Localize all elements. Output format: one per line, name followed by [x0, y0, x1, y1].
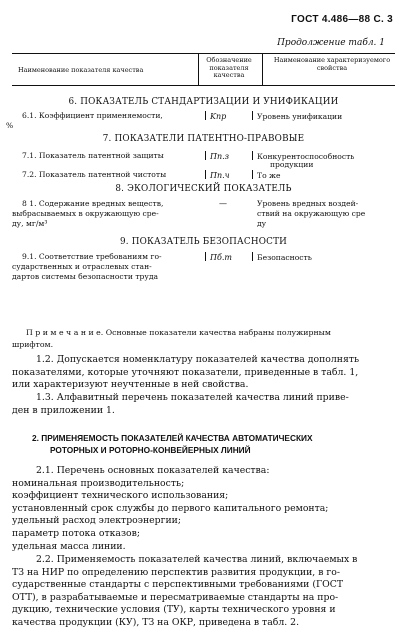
paragraph-1-2-line2: показателями, которые уточняют показатели, приведенные в табл. 1, — [12, 366, 359, 378]
row-7-1-symbol-text: Пп.з — [210, 152, 230, 161]
row-7-2-property-text: То же — [257, 171, 281, 180]
row-7-1-property-text: Конкурентоспособность — [257, 152, 355, 161]
row-8-1-symbol: — — [219, 199, 227, 208]
section-title-6: 6. ПОКАЗАТЕЛЬ СТАНДАРТИЗАЦИИ И УНИФИКАЦИИ — [68, 97, 339, 107]
cell-divider — [252, 170, 253, 179]
row-7-2-property — [252, 170, 402, 181]
column-divider — [262, 54, 263, 85]
note-line1: П р и м е ч а н и е. Основные показатели качества набраны полужирным — [26, 328, 331, 337]
list-item: коэффициент технического использования; — [12, 490, 229, 502]
table-note — [12, 327, 395, 351]
list-item: установленный срок службы до первого капитального ремонта; — [12, 502, 329, 514]
row-9-1-property — [252, 252, 402, 263]
column-header-symbol: Обозначение показателя качества — [206, 56, 252, 79]
section-title-8: 8. ЭКОЛОГИЧЕСКИЙ ПОКАЗАТЕЛЬ — [115, 184, 292, 194]
row-7-2-name: 7.2. Показатель патентной чистоты — [22, 170, 167, 179]
row-7-1-symbol — [205, 151, 255, 161]
paragraph-2-2 — [12, 554, 397, 630]
paragraph-1-2-line3: или характеризуют неучтенные в ней свойства. — [12, 379, 249, 390]
column-divider — [198, 54, 199, 85]
section-title-9: 9. ПОКАЗАТЕЛЬ БЕЗОПАСНОСТИ — [119, 237, 288, 247]
paragraph-1-3-line1: 1.3. Алфавитный перечень показателей качества линий приве- — [36, 392, 349, 403]
row-8-1-property — [252, 199, 402, 229]
paragraph-2-2-line2: ТЗ на НИР по определению перспектив развития продукции, в го- — [12, 566, 341, 578]
row-9-1-symbol — [205, 252, 255, 262]
paragraph-2-1-line1: 2.1. Перечень основных показателей качества: — [36, 465, 270, 476]
row-8-1-name-line3: ду, мг/м³ — [12, 219, 48, 228]
section-2-heading-line1: 2. ПРИМЕНЯЕМОСТЬ ПОКАЗАТЕЛЕЙ КАЧЕСТВА АВТОМАТИЧЕСКИХ — [32, 433, 313, 443]
row-7-1-name: 7.1. Показатель патентной защиты — [22, 151, 164, 160]
row-9-1-name-line1: 9.1. Соответствие требованиям го- — [22, 252, 162, 261]
row-9-1-name-line3: дартов системы безопасности труда — [12, 272, 159, 281]
row-7-2-symbol — [205, 170, 255, 180]
paragraph-2-2-line4: ОТТ), в разрабатываемые и пересматриваемые стандарты на про- — [12, 591, 339, 603]
paragraph-2-2-line5: дукцию, технические условия (ТУ), карты технического уровня и — [12, 604, 336, 616]
paragraph-1-2-line1: 1.2. Допускается номенклатуру показателей качества дополнять — [36, 354, 360, 365]
column-header-property: Наименование характеризуемого свойства — [273, 56, 391, 72]
row-6-1-symbol — [205, 111, 255, 121]
section-2-heading-line2: РОТОРНЫХ И РОТОРНО-КОНВЕЙЕРНЫХ ЛИНИЙ — [50, 445, 251, 455]
cell-divider — [205, 252, 206, 261]
cell-divider — [205, 151, 206, 160]
row-9-1-property-text: Безопасность — [257, 253, 312, 262]
paragraph-1-3 — [12, 392, 395, 417]
paragraph-2-2-line6: качества продукции (КУ), ТЗ на ОКР, приведена в табл. 2. — [12, 616, 300, 628]
cell-divider — [252, 111, 253, 120]
table-continuation-label: Продолжение табл. 1 — [277, 38, 385, 48]
row-8-1-property-line2: ствий на окружающую сре — [257, 209, 366, 218]
row-6-1-property — [252, 111, 402, 122]
paragraph-2-2-line1: 2.2. Применяемость показателей качества линий, включаемых в — [36, 554, 358, 565]
row-7-2-symbol-text: Пп.ч — [210, 171, 230, 180]
row-8-1-name — [12, 199, 190, 229]
row-8-1-property-line1: Уровень вредных воздей- — [257, 199, 359, 208]
page-header: ГОСТ 4.486—88 С. 3 — [291, 14, 393, 25]
row-9-1-name — [12, 252, 190, 282]
section-title-7: 7. ПОКАЗАТЕЛИ ПАТЕНТНО-ПРАВОВЫЕ — [102, 134, 305, 144]
row-8-1-name-line2: выбрасываемых в окружающую сре- — [12, 209, 159, 218]
row-6-1-name-line1: 6.1. Коэффициент применяемости, — [22, 111, 163, 120]
paragraph-2-2-line3: сударственные стандарты с перспективными требованиями (ГОСТ — [12, 579, 344, 591]
table-header — [12, 53, 395, 86]
list-item: параметр потока отказов; — [12, 527, 140, 539]
row-8-1-property-line3: ду — [257, 219, 267, 228]
paragraph-1-3-line2: ден в приложении 1. — [12, 404, 115, 416]
paragraph-2-1 — [12, 465, 397, 553]
row-6-1-name — [6, 111, 190, 131]
row-8-1-name-line1: 8 1. Содержание вредных веществ, — [22, 199, 164, 208]
row-6-1-symbol-text: Kпр — [210, 112, 227, 121]
paragraph-1-2 — [12, 354, 395, 392]
cell-divider — [205, 111, 206, 120]
row-7-1-property-line2: продукции — [270, 160, 314, 169]
list-item: номинальная производительность; — [12, 477, 185, 489]
section-2-heading — [32, 432, 392, 456]
row-7-1-property — [252, 151, 402, 169]
column-header-name: Наименование показателя качества — [18, 66, 144, 74]
cell-divider — [205, 170, 206, 179]
list-item: удельная масса линии. — [12, 540, 126, 552]
list-item: удельный расход электроэнергии; — [12, 515, 182, 527]
row-6-1-name-line2: % — [6, 121, 14, 130]
cell-divider — [252, 252, 253, 261]
row-9-1-name-line2: сударственных и отраслевых стан- — [12, 262, 152, 271]
cell-divider — [252, 151, 253, 160]
row-6-1-property-text: Уровень унификации — [257, 112, 343, 121]
note-line2: шрифтом. — [12, 340, 54, 349]
row-9-1-symbol-text: Пб.т — [210, 253, 232, 262]
